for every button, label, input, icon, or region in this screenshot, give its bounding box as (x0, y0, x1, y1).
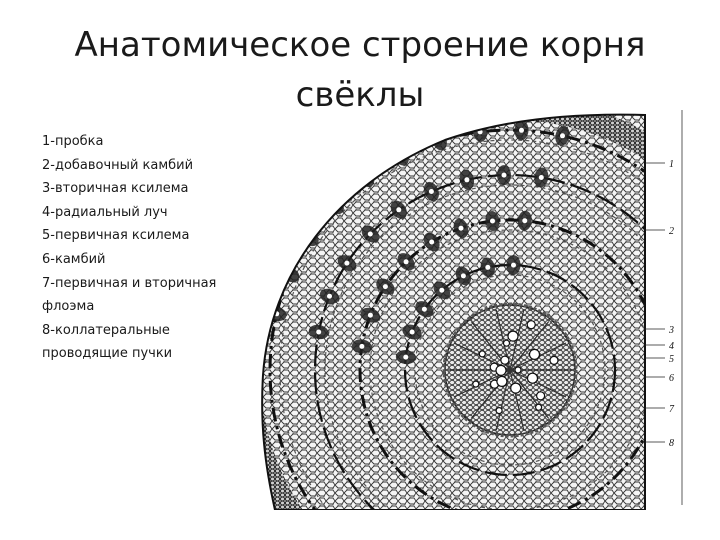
xylem-vessel (530, 349, 540, 359)
figure-marker-label: 1 (669, 159, 674, 170)
figure-marker-label: 7 (669, 404, 674, 415)
xylem-vessel (473, 381, 479, 387)
xylem-vessel (504, 340, 510, 346)
bundle-vessel (461, 273, 466, 278)
legend-item: проводящие пучки (42, 346, 173, 362)
bundle-vessel (429, 240, 434, 245)
bundle-vessel (307, 236, 312, 241)
bundle-vessel (333, 203, 338, 208)
xylem-vessel (496, 365, 506, 375)
bundle-vessel (403, 355, 408, 360)
bundle-vessel (539, 175, 544, 180)
bundle-vessel (522, 218, 527, 223)
bundle-vessel (464, 177, 469, 182)
bundle-vessel (485, 265, 490, 270)
bundle-vessel (383, 284, 388, 289)
bundle-vessel (511, 263, 516, 268)
bundle-vessel (316, 330, 321, 335)
legend-item: 1-пробка (42, 134, 104, 149)
xylem-vessel (528, 373, 538, 383)
bundle-vessel (459, 226, 464, 231)
bundle-vessel (439, 288, 444, 293)
figure-marker-label: 2 (669, 226, 674, 237)
bundle-vessel (519, 128, 524, 133)
legend-list (42, 130, 242, 366)
bundle-vessel (502, 173, 507, 178)
figure-marker-label: 8 (669, 438, 674, 449)
root-tissue (245, 105, 690, 510)
legend-item: 8-коллатеральные (42, 322, 170, 338)
bundle-vessel (368, 313, 373, 318)
bundle-vessel (429, 189, 434, 194)
bundle-vessel (359, 344, 364, 349)
legend-item: 2-добавочный камбий (42, 157, 194, 173)
legend-item: 5-первичная ксилема (42, 228, 190, 244)
legend-item: 7-первичная и вторичная (42, 275, 217, 291)
xylem-vessel (496, 408, 502, 414)
legend-item: 3-вторичная ксилема (42, 181, 189, 197)
xylem-vessel (497, 376, 507, 386)
xylem-vessel (537, 392, 545, 400)
legend-item: 6-камбий (42, 251, 106, 267)
figure-marker-label: 3 (669, 325, 674, 336)
legend-item: 4-радиальный луч (42, 204, 168, 220)
xylem-vessel (515, 367, 521, 373)
bundle-vessel (560, 133, 565, 138)
xylem-vessel (501, 356, 509, 364)
beet-root-cross-section-figure (245, 105, 690, 510)
xylem-vessel (527, 321, 535, 329)
bundle-vessel (410, 330, 415, 335)
legend-item: флоэма (42, 299, 95, 315)
bundle-vessel (368, 232, 373, 237)
bundle-vessel (344, 261, 349, 266)
bundle-vessel (422, 307, 427, 312)
title-line-1: Анатомическое строение корня (74, 25, 646, 65)
xylem-vessel (511, 383, 521, 393)
xylem-vessel (550, 356, 558, 364)
figure-marker-label: 4 (669, 341, 674, 352)
bundle-vessel (327, 294, 332, 299)
xylem-vessel (479, 351, 485, 357)
bundle-vessel (404, 259, 409, 264)
figure-markers (645, 159, 675, 449)
bundle-vessel (399, 154, 404, 159)
title-line-2: свёклы (295, 75, 425, 115)
figure-marker-label: 5 (669, 354, 674, 365)
bundle-vessel (490, 219, 495, 224)
xylem-vessel (508, 331, 518, 341)
bundle-vessel (364, 176, 369, 181)
xylem-vessel (536, 404, 542, 410)
bundle-vessel (396, 207, 401, 212)
figure-marker-label: 6 (669, 373, 674, 384)
cross-section-drawing (245, 105, 690, 510)
